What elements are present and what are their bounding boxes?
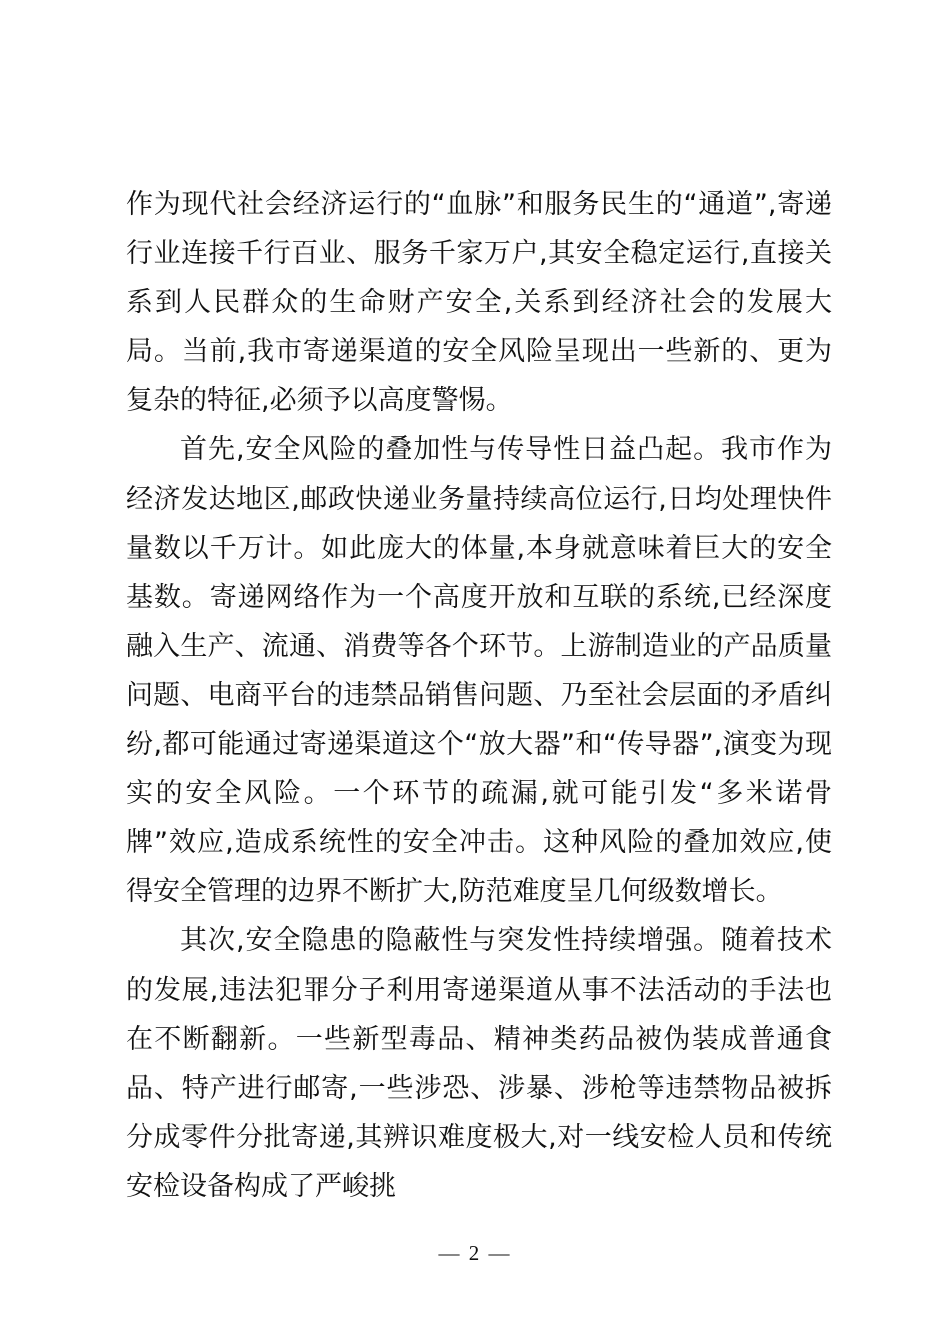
body-text [126,180,832,1211]
paragraph-first-point: 首先,安全风险的叠加性与传导性日益凸起。我市作为经济发达地区,邮政快递业务量持续高位运行,日均处理快件量数以千万计。如此庞大的体量,本身就意味着巨大的安全基数。寄递网络作为一个高度开放和互联的系统,已经深度融入生产、流通、消费等各个环节。上游制造业的产品质量问题、电商平台的违禁品销售问题、乃至社会层面的矛盾纠纷,都可能通过寄递渠道这个“放大器”和“传导器”,演变为现实的安全风险。一个环节的疏漏,就可能引发“多米诺骨牌”效应,造成系统性的安全冲击。这种风险的叠加效应,使得安全管理的边界不断扩大,防范难度呈几何级数增长。 [126,434,832,908]
page-number: — 2 — [438,1240,512,1265]
paragraph-intro: 作为现代社会经济运行的“血脉”和服务民生的“通道”,寄递行业连接千行百业、服务千家万户,其安全稳定运行,直接关系到人民群众的生命财产安全,关系到经济社会的发展大局。当前,我市寄递渠道的安全风险呈现出一些新的、更为复杂的特征,必须予以高度警惕。 [126,189,832,417]
paragraph-second-point: 其次,安全隐患的隐蔽性与突发性持续增强。随着技术的发展,违法犯罪分子利用寄递渠道从事不法活动的手法也在不断翻新。一些新型毒品、精神类药品被伪装成普通食品、特产进行邮寄,一些涉恐、涉暴、涉枪等违禁物品被拆分成零件分批寄递,其辨识难度极大,对一线安检人员和传统安检设备构成了严峻挑 [126,925,832,1202]
